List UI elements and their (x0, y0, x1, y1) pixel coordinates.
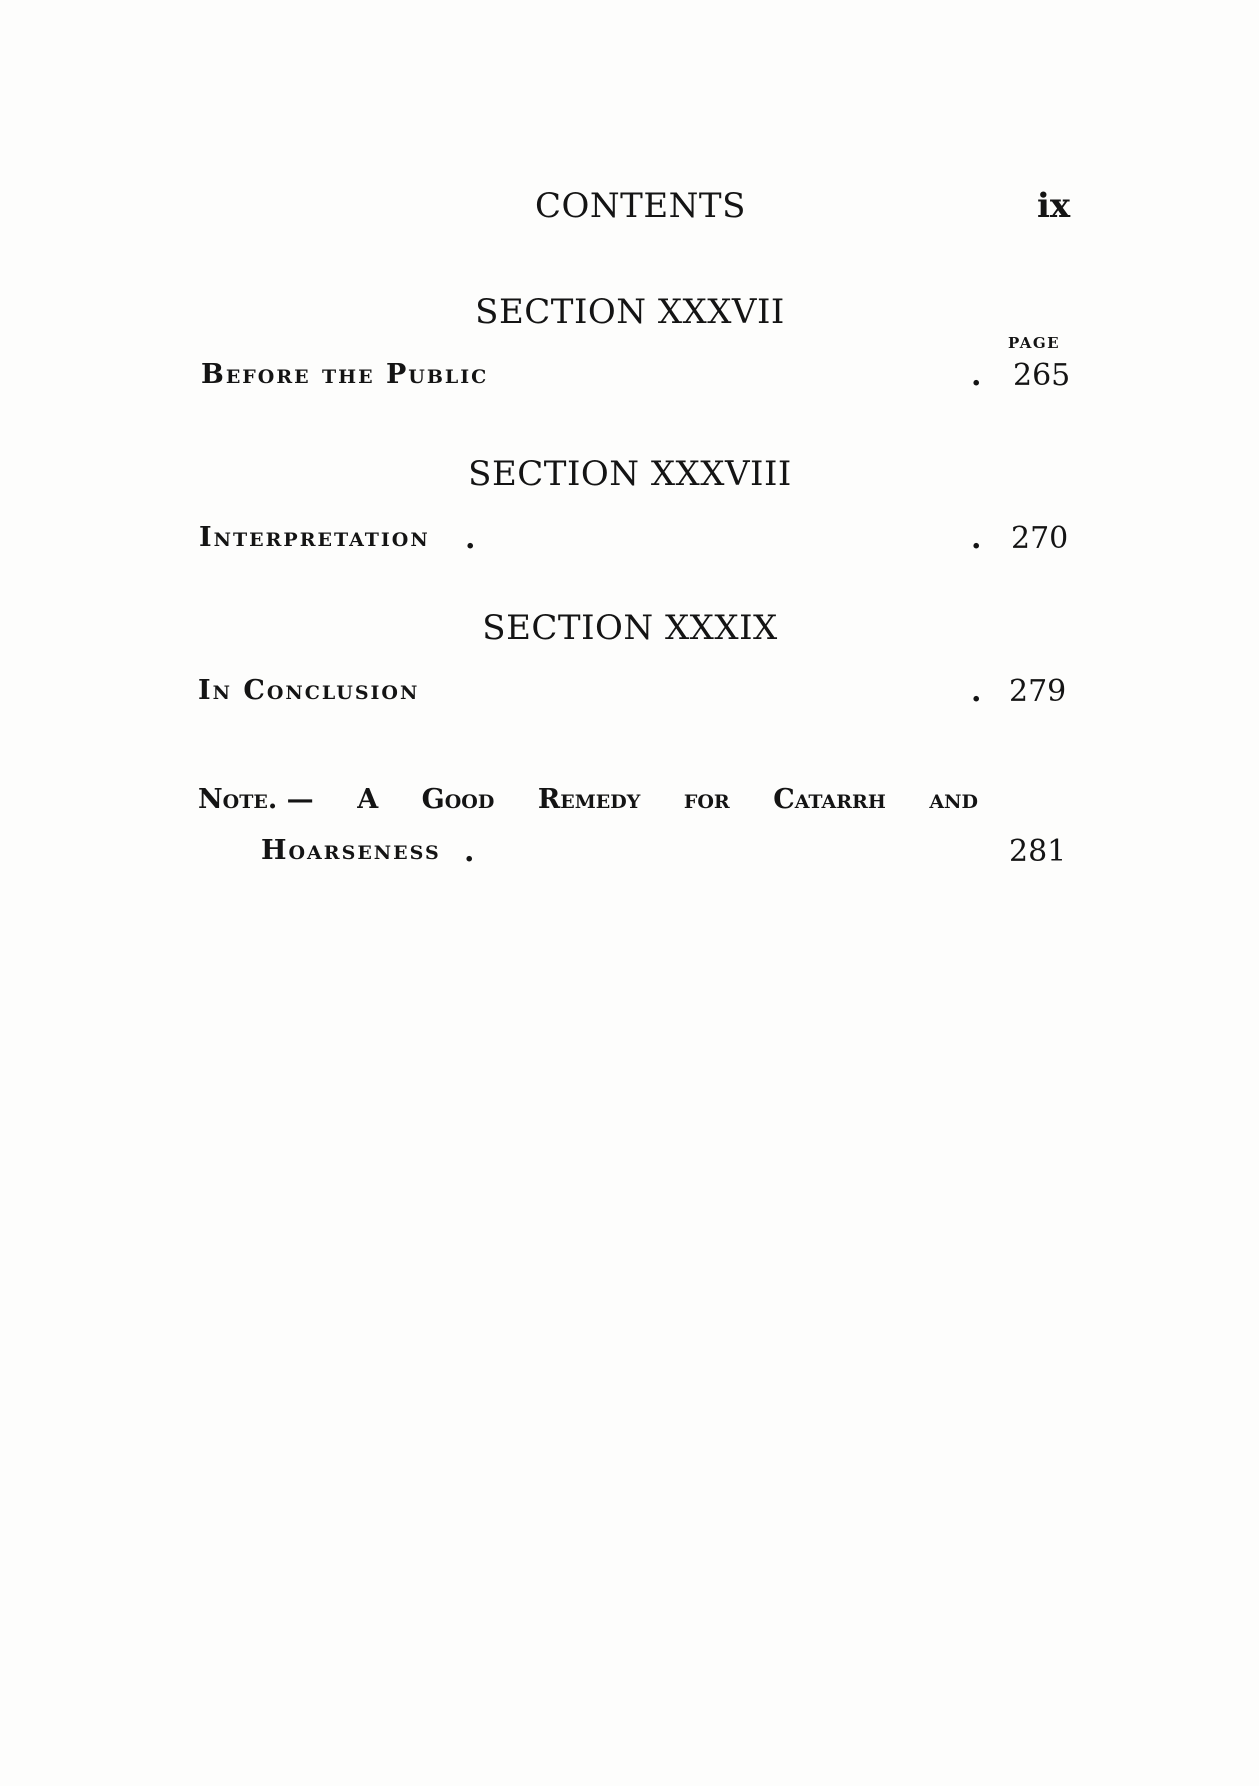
toc-leader-dot: . (971, 674, 982, 709)
toc-trailing-dot: . (465, 521, 476, 556)
page-folio: ix (1037, 186, 1071, 226)
note-word: Catarrh (773, 784, 886, 815)
toc-leader-dot: . (971, 521, 982, 556)
toc-page-number-265[interactable]: 265 (1013, 358, 1071, 393)
running-title: CONTENTS (535, 186, 746, 226)
page-column-label: PAGE (1008, 334, 1061, 352)
toc-page-number-281[interactable]: 281 (1009, 834, 1067, 869)
note-word: and (929, 784, 978, 815)
note-word: A (357, 784, 379, 815)
section-heading-xxxviii: SECTION XXXVIII (468, 454, 792, 494)
note-word: Note. — (198, 784, 314, 815)
toc-leader-dot: . (971, 358, 982, 393)
note-word: Good (421, 784, 495, 815)
toc-entry-title-before-the-public[interactable]: Before the Public (201, 359, 489, 390)
toc-trailing-dot: . (464, 834, 475, 869)
toc-note-line-2[interactable]: Hoarseness (261, 835, 441, 866)
section-heading-xxxix: SECTION XXXIX (482, 608, 778, 648)
toc-note-line-1[interactable] (198, 786, 978, 813)
note-word: for (683, 784, 730, 815)
note-word: Remedy (537, 784, 641, 815)
toc-entry-title-interpretation[interactable]: Interpretation (199, 522, 430, 553)
section-heading-xxxvii: SECTION XXXVII (475, 292, 785, 332)
toc-page-number-279[interactable]: 279 (1009, 674, 1067, 709)
toc-page-number-270[interactable]: 270 (1011, 521, 1069, 556)
toc-entry-title-in-conclusion[interactable]: In Conclusion (198, 675, 420, 706)
